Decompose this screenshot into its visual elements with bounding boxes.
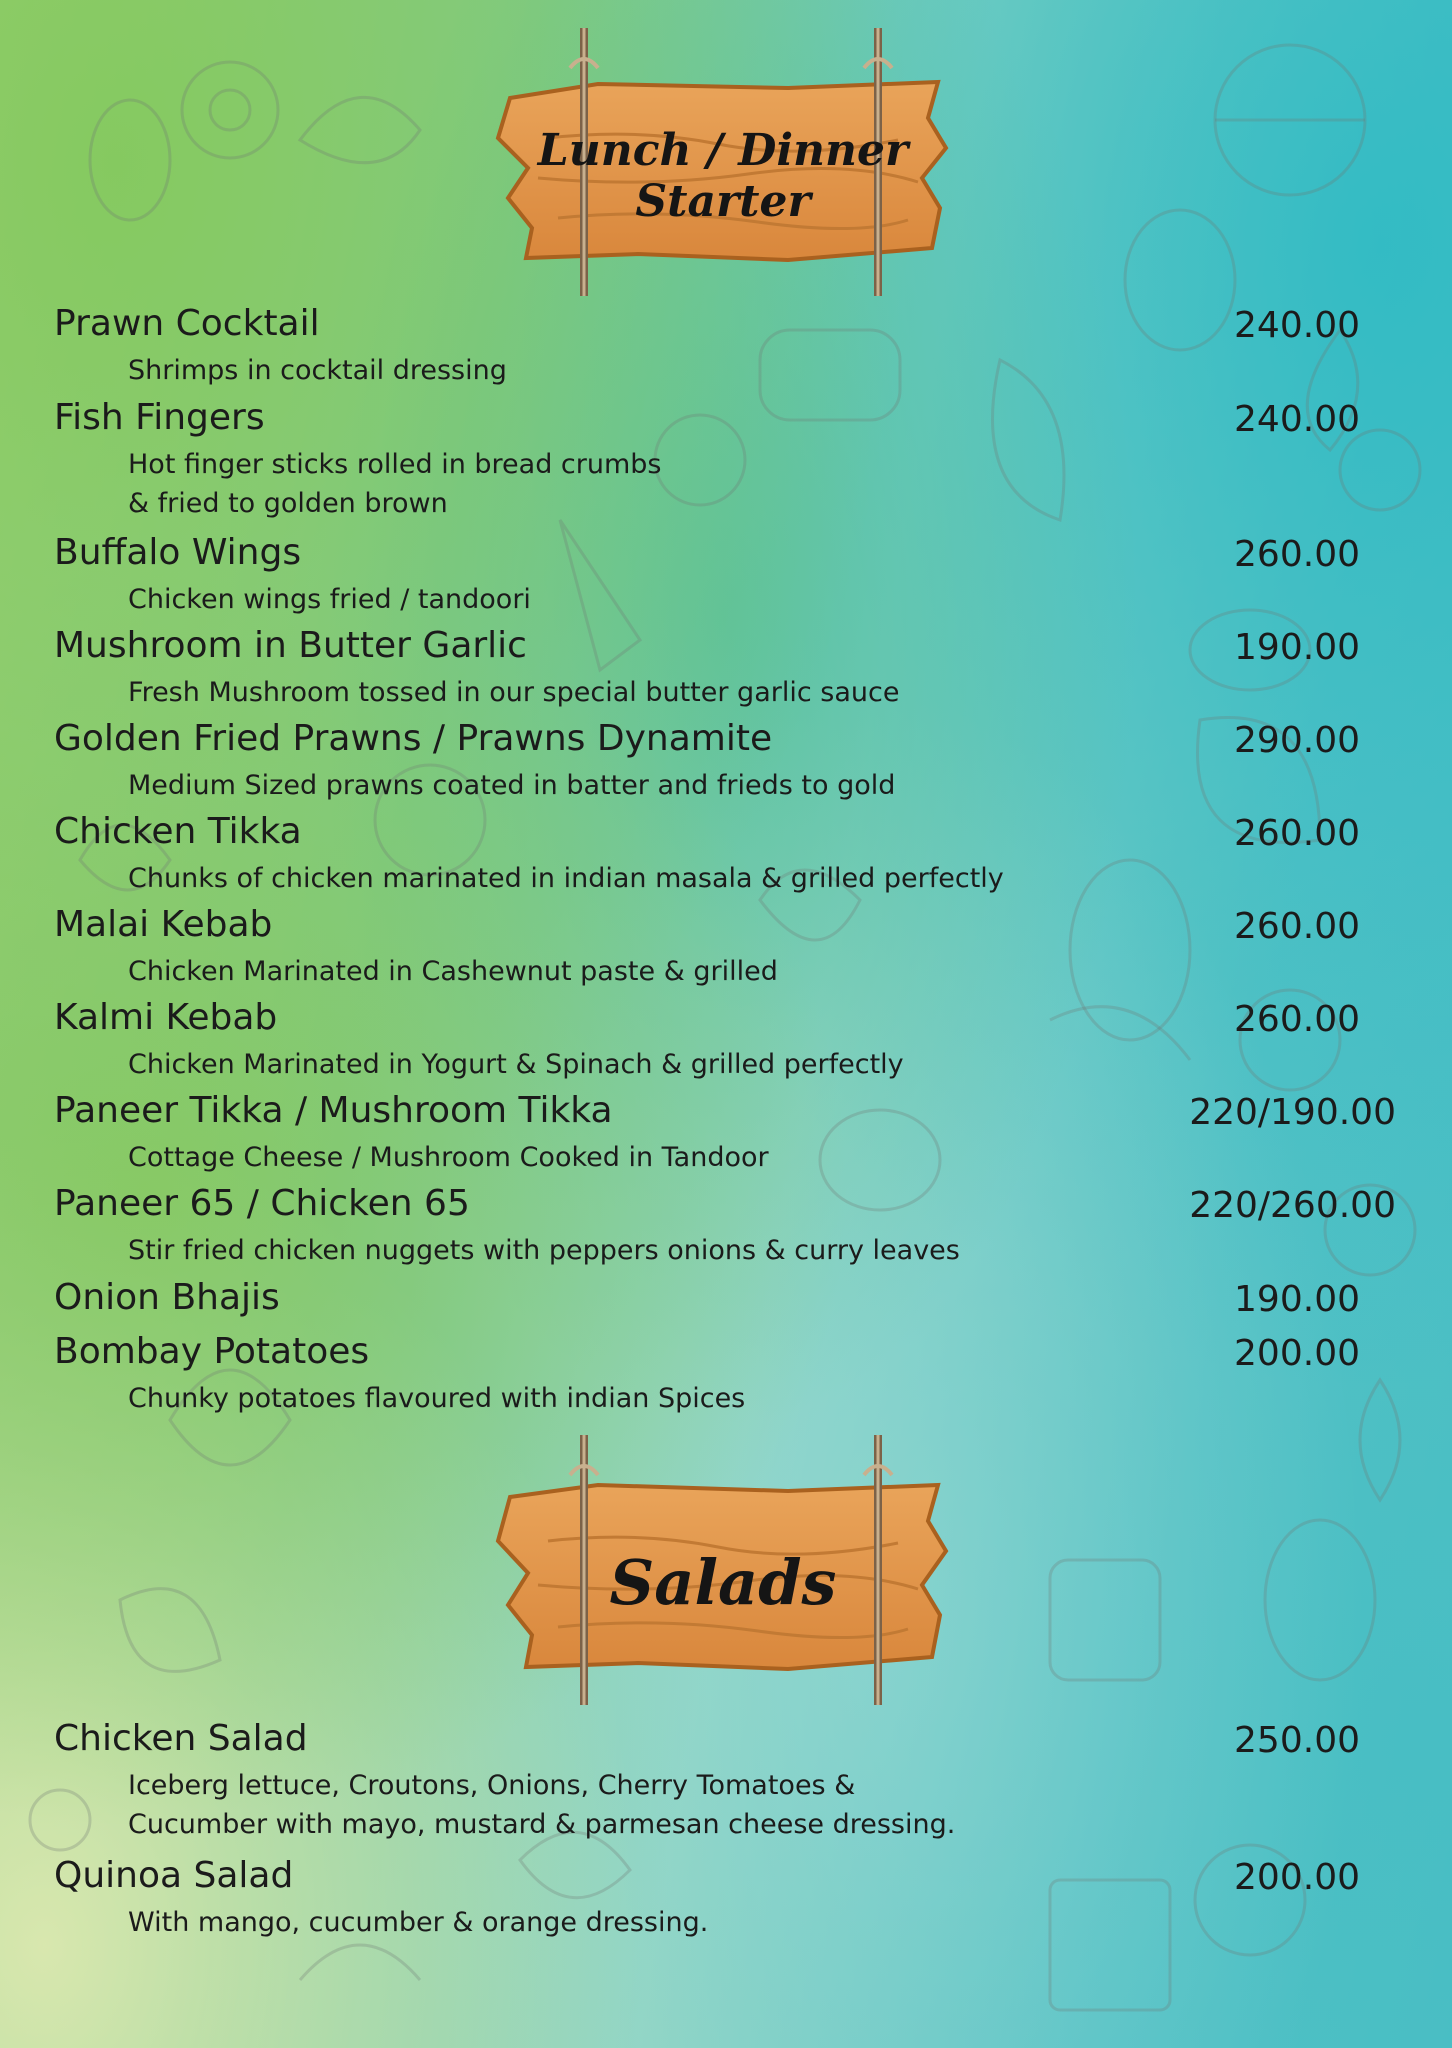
item-name: Paneer Tikka / Mushroom Tikka — [54, 1090, 613, 1131]
menu-item — [54, 1718, 1414, 1840]
menu-item — [54, 625, 1414, 708]
item-name: Paneer 65 / Chicken 65 — [54, 1183, 470, 1224]
item-description: Chicken wings fried / tandoori — [128, 584, 531, 615]
menu-item — [54, 1331, 1414, 1414]
item-price: 240.00 — [1234, 305, 1360, 346]
item-description: Hot finger sticks rolled in bread crumbs — [128, 449, 662, 480]
item-price: 220/260.00 — [1189, 1185, 1396, 1226]
item-name: Quinoa Salad — [54, 1855, 294, 1896]
item-description: With mango, cucumber & orange dressing. — [128, 1907, 709, 1938]
menu-item — [54, 303, 1414, 386]
item-name: Malai Kebab — [54, 904, 273, 945]
item-description: Chunky potatoes flavoured with indian Spices — [128, 1383, 746, 1414]
sign-title-line1: Lunch / Dinner — [537, 125, 909, 176]
item-price: 200.00 — [1234, 1857, 1360, 1898]
item-price: 260.00 — [1234, 813, 1360, 854]
item-name: Buffalo Wings — [54, 532, 302, 573]
item-price: 250.00 — [1234, 1720, 1360, 1761]
item-name: Mushroom in Butter Garlic — [54, 625, 527, 666]
menu-item — [54, 718, 1414, 801]
item-name: Golden Fried Prawns / Prawns Dynamite — [54, 718, 773, 759]
item-price: 240.00 — [1234, 399, 1360, 440]
menu-item — [54, 1090, 1414, 1173]
sign-title: Salads — [609, 1546, 837, 1619]
item-name: Prawn Cocktail — [54, 303, 320, 344]
item-description: Stir fried chicken nuggets with peppers onions & curry leaves — [128, 1235, 960, 1266]
item-price: 290.00 — [1234, 720, 1360, 761]
item-description: Medium Sized prawns coated in batter and frieds to gold — [128, 770, 896, 801]
menu-item — [54, 1855, 1414, 1938]
item-price: 190.00 — [1234, 627, 1360, 668]
item-name: Onion Bhajis — [54, 1277, 280, 1318]
menu-item — [54, 997, 1414, 1080]
item-name: Chicken Tikka — [54, 811, 302, 852]
item-description: Fresh Mushroom tossed in our special butter garlic sauce — [128, 677, 900, 708]
item-price: 260.00 — [1234, 999, 1360, 1040]
item-name: Chicken Salad — [54, 1718, 308, 1759]
section-sign-salads — [488, 1435, 958, 1715]
item-price: 220/190.00 — [1189, 1092, 1396, 1133]
menu-item — [54, 397, 1414, 519]
section-sign-starter — [488, 28, 958, 308]
item-name: Bombay Potatoes — [54, 1331, 370, 1372]
item-description: Iceberg lettuce, Croutons, Onions, Cherry Tomatoes & — [128, 1770, 856, 1801]
menu-item — [54, 811, 1414, 894]
item-description: Chicken Marinated in Yogurt & Spinach & grilled perfectly — [128, 1049, 904, 1080]
item-price: 260.00 — [1234, 534, 1360, 575]
item-description: Shrimps in cocktail dressing — [128, 355, 507, 386]
item-price: 190.00 — [1234, 1279, 1360, 1320]
item-price: 260.00 — [1234, 906, 1360, 947]
item-description: & fried to golden brown — [128, 488, 448, 519]
item-description: Cottage Cheese / Mushroom Cooked in Tandoor — [128, 1142, 769, 1173]
item-description: Chicken Marinated in Cashewnut paste & grilled — [128, 956, 778, 987]
sign-title-line2: Starter — [635, 175, 811, 227]
menu-item — [54, 1183, 1414, 1266]
item-description: Chunks of chicken marinated in indian masala & grilled perfectly — [128, 863, 1004, 894]
menu-item — [54, 1277, 1414, 1337]
menu-item — [54, 904, 1414, 987]
item-name: Fish Fingers — [54, 397, 265, 438]
menu-item — [54, 532, 1414, 615]
item-description: Cucumber with mayo, mustard & parmesan cheese dressing. — [128, 1809, 956, 1840]
item-name: Kalmi Kebab — [54, 997, 278, 1038]
item-price: 200.00 — [1234, 1333, 1360, 1374]
